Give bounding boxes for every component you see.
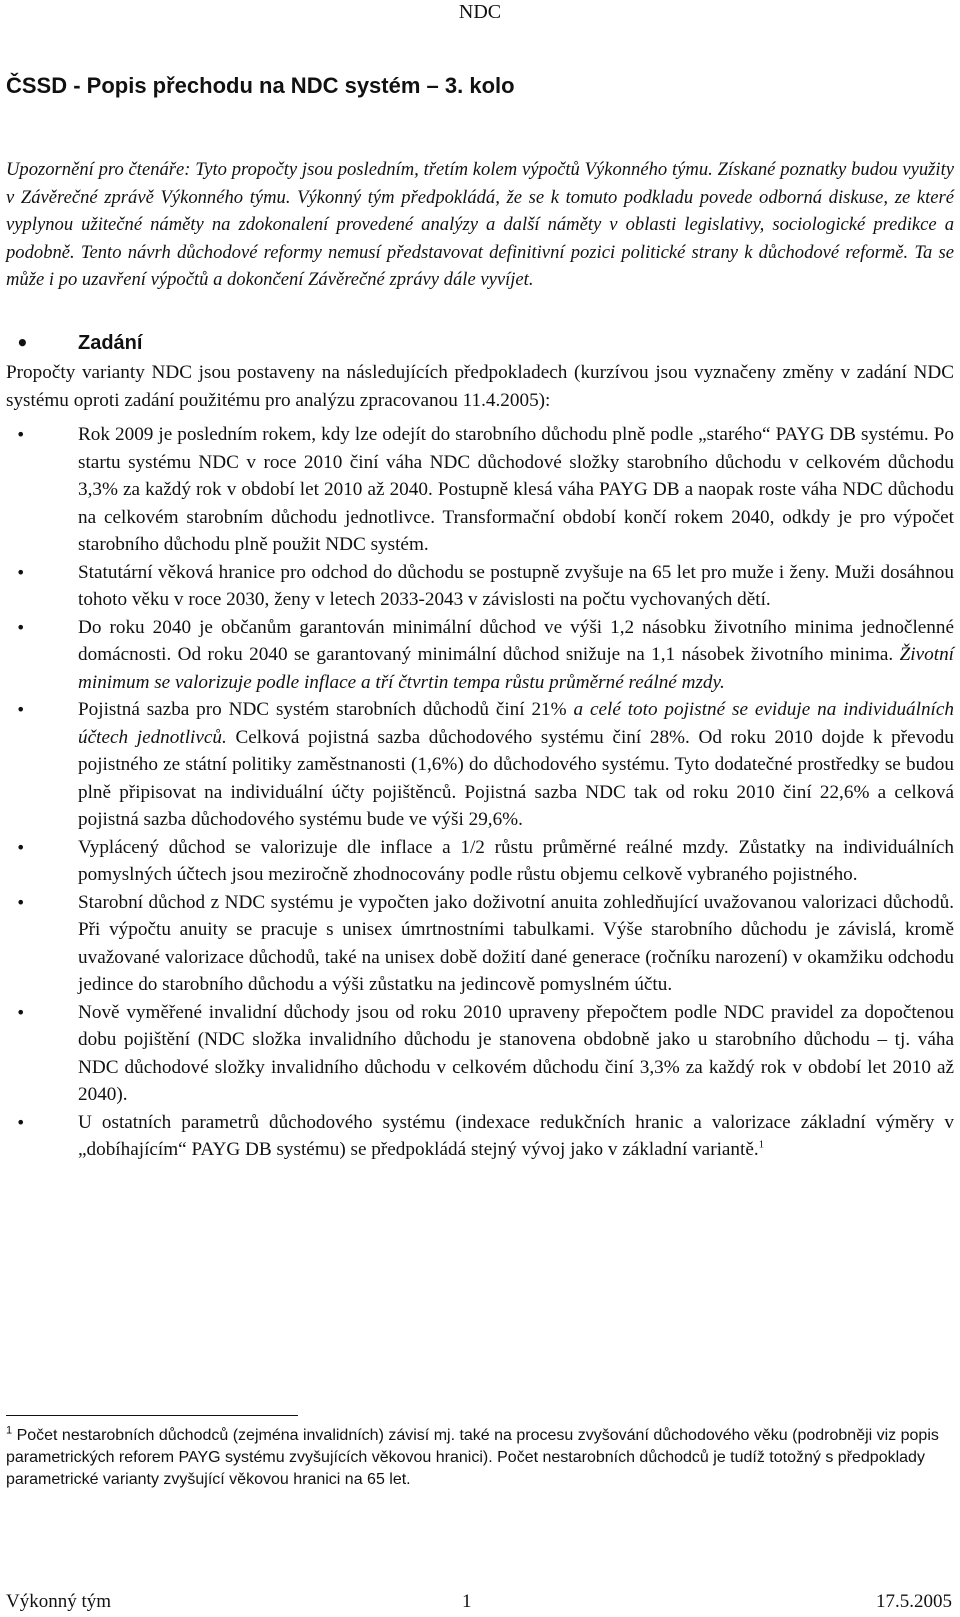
list-item bbox=[6, 999, 954, 1109]
list-item-text: Starobní důchod z NDC systému je vypočten jako doživotní anuita zohledňující uvažovanou valorizaci důchodů. Při výpočtu anuity se pracuje s unisex úmrtnostními tabulkami. Výše starobního důchodu je závislá, kromě uvažované valorizace důchodů, také na unisex době dožití dané generace (ročníku narození) v okamžiku odchodu jedince do starobního důchodu a výši zůstatku na jedincově pomyslném účtu. bbox=[78, 891, 954, 995]
page-footer bbox=[6, 1590, 952, 1614]
bullet-icon: • bbox=[16, 1112, 26, 1132]
bullet-icon: • bbox=[16, 331, 29, 355]
bullet-icon: • bbox=[16, 562, 26, 582]
reader-notice: Upozornění pro čtenáře: Tyto propočty jsou posledním, třetím kolem výpočtů Výkonného týmu. Získané poznatky budou využity v Závěrečné zprávě Výkonného týmu. Výkonný tým předpokládá, že se k tomuto podkladu povede odborná diskuse, ze které vyplynou užitečné náměty na zdokonalení provedené analýzy a další náměty v oblasti legislativy, sociologické predikce a podobně. Tento návrh důchodové reformy nemusí představovat definitivní pozici politické strany k důchodové reformě. Ta se může i po uzavření výpočtů a dokončení Závěrečné zprávy dále vyvíjet. bbox=[6, 159, 954, 290]
footnote bbox=[6, 1425, 954, 1491]
bullet-icon: • bbox=[16, 700, 26, 719]
list-item-italic: a celé toto pojistné se eviduje na individuálních účtech jednotlivců. bbox=[78, 699, 954, 748]
document-title: ČSSD - Popis přechodu na NDC systém – 3. kolo bbox=[6, 73, 515, 98]
bullet-icon: • bbox=[16, 892, 26, 912]
list-item bbox=[6, 834, 954, 889]
list-item-italic: Životní minimum se valorizuje podle inflace a tří čtvrtin tempa růstu průměrné reálné mzdy. bbox=[78, 644, 954, 693]
page-number: 1 bbox=[462, 1591, 472, 1612]
section-intro: Propočty varianty NDC jsou postaveny na následujících předpokladech (kurzívou jsou vyznačeny změny v zadání NDC systému oproti zadání použitému pro analýzu zpracovanou 11.4.2005): bbox=[6, 362, 954, 411]
footer-date: 17.5.2005 bbox=[876, 1591, 952, 1612]
list-item-text: Nově vyměřené invalidní důchody jsou od roku 2010 upraveny přepočtem podle NDC pravidel za dopočtenou dobu pojištění (NDC složka invalidního důchodu je stanovena obdobně jako u starobního důchodu – tj. váha NDC důchodové složky invalidního důchodu v celkovém důchodu činí 3,3% za každý rok v období let 2010 až 2040). bbox=[78, 1001, 954, 1105]
list-item-text: U ostatních parametrů důchodového systému (indexace redukčních hranic a valorizace základní výměry v „dobíhajícím“ PAYG DB systému) se předpokládá stejný vývoj jako v základní variantě. bbox=[78, 1111, 954, 1160]
section-heading-text: Zadání bbox=[78, 332, 143, 354]
list-item bbox=[6, 1109, 954, 1164]
list-item-text: Statutární věková hranice pro odchod do důchodu se postupně zvyšuje na 65 let pro muže i ženy. Muži dosáhnou tohoto věku v roce 2030, ženy v letech 2033-2043 v závislosti na počtu vychovaných dětí. bbox=[78, 561, 954, 610]
bullet-icon: • bbox=[16, 1002, 26, 1022]
footnote-mark: 1 bbox=[6, 1424, 13, 1437]
footnote-reference[interactable]: 1 bbox=[758, 1138, 765, 1151]
list-item bbox=[6, 614, 954, 697]
footer-author: Výkonný tým bbox=[6, 1591, 112, 1612]
list-item-text: Do roku 2040 je občanům garantován minimální důchod ve výši 1,2 násobku životního minima jednočlenné domácnosti. Od roku 2040 se garantovaný minimální důchod snižuje na 1,1 násobek životního minima. bbox=[78, 616, 954, 665]
bullet-icon: • bbox=[16, 425, 26, 444]
list-item bbox=[6, 889, 954, 999]
list-item bbox=[6, 421, 954, 559]
bullet-icon: • bbox=[16, 617, 26, 637]
assumption-list bbox=[6, 421, 954, 1164]
list-item bbox=[6, 559, 954, 614]
list-item-text: Rok 2009 je posledním rokem, kdy lze odejít do starobního důchodu plně podle „starého“ PAYG DB systému. Po startu systému NDC v roce 2010 činí váha NDC důchodové složky starobního důchodu v celkovém důchodu 3,3% za každý rok v období let 2010 až 2040. Postupně klesá váha PAYG DB a naopak roste váha NDC důchodu na celkovém starobním důchodu jednotlivce. Transformační období končí rokem 2040, odkdy je pro výpočet starobního důchodu plně použit NDC systém. bbox=[78, 424, 954, 555]
list-item-text: Vyplácený důchod se valorizuje dle inflace a 1/2 růstu průměrné reálné mzdy. Zůstatky na individuálních pomyslných účtech jsou meziročně zhodnocovány podle růstu objemu celkově vybraného pojistného. bbox=[78, 836, 954, 885]
list-item bbox=[6, 696, 954, 834]
footnote-text: Počet nestarobních důchodců (zejména invalidních) závisí mj. také na procesu zvyšování důchodového věku (podrobněji viz popis parametrických reforem PAYG systému zvyšujících věkovou hranici). Počet nestarobních důchodců je tudíž totožný s předpoklady parametrické varianty zvyšující věkovou hranici na 65 let. bbox=[6, 1427, 939, 1488]
footnote-divider bbox=[6, 1415, 298, 1416]
list-item-text-after: Celková pojistná sazba důchodového systému činí 28%. Od roku 2010 dojde k převodu pojistného ze státní politiky zaměstnanosti (1,6%) do důchodového systému. Tyto dodatečné prostředky se budou plně připisovat na individuální účty pojištěnců. Pojistná sazba NDC tak od roku 2010 činí 22,6% a celková pojistná sazba důchodového systému bude ve výši 29,6%. bbox=[78, 726, 954, 830]
page-header: NDC bbox=[458, 1, 502, 23]
bullet-icon: • bbox=[16, 837, 26, 857]
list-item-text: Pojistná sazba pro NDC systém starobních důchodů činí 21% bbox=[78, 699, 574, 720]
